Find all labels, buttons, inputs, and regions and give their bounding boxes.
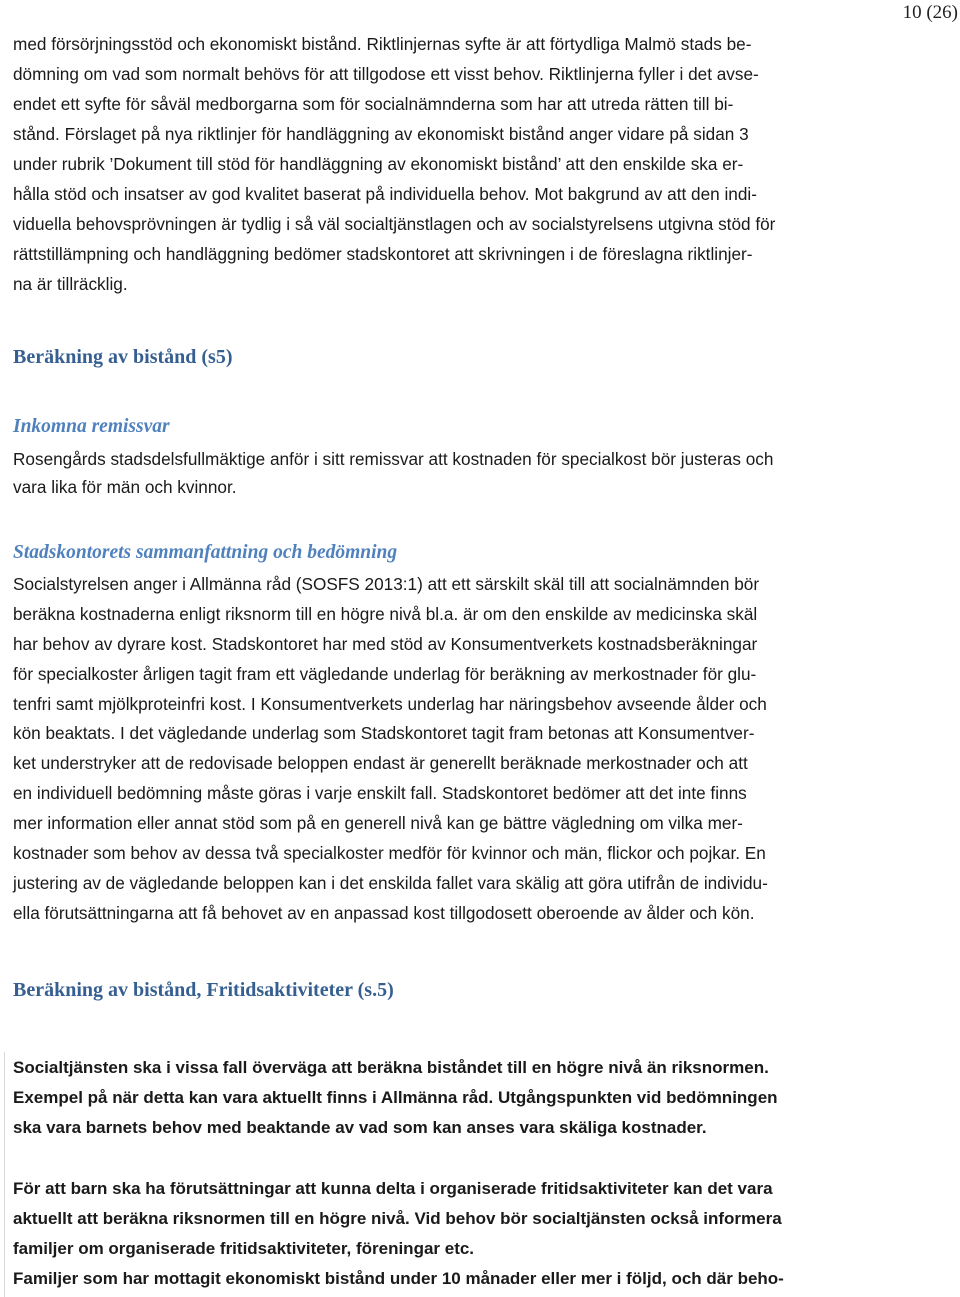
text-line: endet ett syfte för såväl medborgarna som för socialnämnderna som har att utreda rätten till bi- [13, 94, 734, 114]
text-line: stånd. Förslaget på nya riktlinjer för handläggning av ekonomiskt bistånd anger vidare på sidan 3 [13, 124, 749, 144]
text-line: Rosengårds stadsdelsfullmäktige anför i sitt remissvar att kostnaden för specialkost bör justeras och [13, 449, 774, 469]
page-number: 10 (26) [902, 2, 958, 23]
text-line: kön beaktats. I det vägledande underlag som Stadskontoret tagit fram betonas att Konsumentver- [13, 723, 755, 744]
text-line: hålla stöd och insatser av god kvalitet baserat på individuella behov. Mot bakgrund av att den indi- [13, 184, 757, 204]
bedomning-paragraph [13, 570, 893, 929]
text-line: Socialtjänsten ska i vissa fall överväga att beräkna biståndet till en högre nivå än riksnormen. [13, 1058, 769, 1077]
text-line: För att barn ska ha förutsättningar att kunna delta i organiserade fritidsaktiviteter kan det vara [13, 1179, 773, 1198]
section-heading: Beräkning av bistånd (s5) [13, 346, 233, 368]
text-line: mer information eller annat stöd som på en generell nivå kan ge bättre vägledning om vilka mer- [13, 813, 743, 834]
remissvar-paragraph [13, 445, 893, 501]
text-line: justering av de vägledande beloppen kan i det enskilda fallet vara skälig att göra utifrån de individu- [13, 872, 768, 893]
text-line: för specialkoster årligen tagit fram ett vägledande underlag för beräkning av merkostnader för glu- [13, 663, 757, 684]
quoted-paragraph [13, 1053, 893, 1143]
text-line: familjer om organiserade fritidsaktiviteter, föreningar etc. [13, 1239, 475, 1258]
text-line: Exempel på när detta kan vara aktuellt finns i Allmänna råd. Utgångspunkten vid bedömningen [13, 1088, 778, 1107]
text-line: na är tillräcklig. [13, 274, 128, 294]
text-line: kostnader som behov av dessa två specialkoster medför för kvinnor och män, flickor och pojkar. En [13, 843, 766, 864]
text-line: under rubrik ’Dokument till stöd för handläggning av ekonomiskt bistånd’ att den enskilde ska er- [13, 154, 744, 174]
section-heading: Beräkning av bistånd, Fritidsaktiviteter (s.5) [13, 979, 394, 1001]
text-line: beräkna kostnaderna enligt riksnorm till en högre nivå bl.a. är om den enskilde av medicinska skäl [13, 603, 758, 624]
text-line: tenfri samt mjölkproteinfri kost. I Konsumentverkets underlag har näringsbehov avseende ålder och [13, 693, 767, 714]
subsection-heading: Stadskontorets sammanfattning och bedömning [13, 542, 398, 563]
text-line: aktuellt att beräkna riksnormen till en högre nivå. Vid behov bör socialtjänsten också informera [13, 1209, 782, 1228]
quote-margin-bar [4, 1052, 5, 1297]
text-line: ella förutsättningarna att få behovet av en anpassad kost tillgodosett oberoende av ålder och kön. [13, 902, 755, 923]
intro-paragraph [13, 29, 893, 299]
text-line: viduella behovsprövningen är tydlig i så väl socialtjänstlagen och av socialstyrelsens utgivna stöd för [13, 214, 776, 234]
text-line: Socialstyrelsen anger i Allmänna råd (SOSFS 2013:1) att ett särskilt skäl till att socialnämnden bör [13, 574, 760, 594]
subsection-heading: Inkomna remissvar [13, 416, 170, 437]
text-line: med försörjningsstöd och ekonomiskt bistånd. Riktlinjernas syfte är att förtydliga Malmö stads be- [13, 34, 752, 54]
text-line: ska vara barnets behov med beaktande av vad som kan anses vara skäliga kostnader. [13, 1118, 707, 1137]
quoted-paragraph [13, 1174, 893, 1294]
text-line: rättstillämpning och handläggning bedömer stadskontoret att skrivningen i de föreslagna riktlinjer- [13, 244, 753, 264]
text-line: dömning om vad som normalt behövs för att tillgodose ett visst behov. Riktlinjerna fyller i det avse- [13, 64, 759, 84]
text-line: Familjer som har mottagit ekonomiskt bistånd under 10 månader eller mer i följd, och där beho- [13, 1269, 784, 1288]
text-line: har behov av dyrare kost. Stadskontoret har med stöd av Konsumentverkets kostnadsberäkningar [13, 633, 758, 654]
text-line: vara lika för män och kvinnor. [13, 477, 237, 497]
text-line: ket understryker att de redovisade beloppen endast är generellt beräknade merkostnader och att [13, 753, 748, 774]
text-line: en individuell bedömning måste göras i varje enskilt fall. Stadskontoret bedömer att det inte finns [13, 783, 747, 804]
